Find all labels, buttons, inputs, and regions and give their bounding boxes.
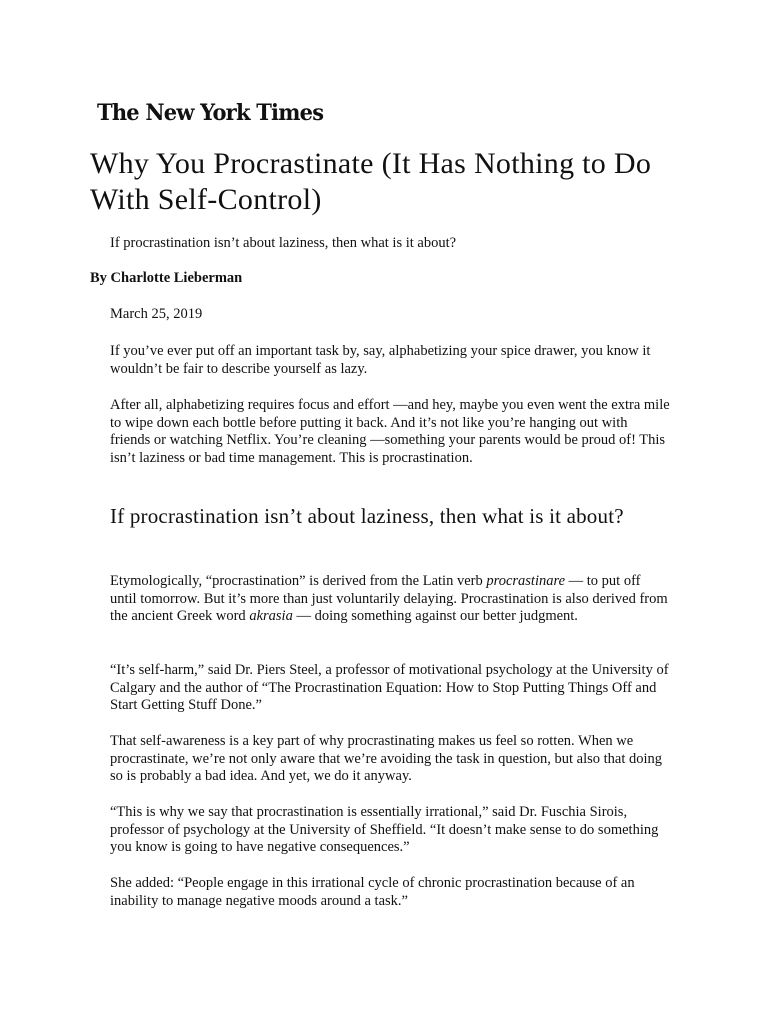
masthead-logo: The New York Times (97, 99, 324, 126)
paragraph-1: If you’ve ever put off an important task by, say, alphabetizing your spice drawer, you know it wouldn’t be fair to describe yourself as lazy. (110, 343, 651, 377)
article-subhead: If procrastination isn’t about laziness, then what is it about? (110, 235, 457, 251)
greek-term: akrasia (249, 608, 293, 624)
article-byline: By Charlotte Lieberman (90, 270, 243, 286)
article-headline: Why You Procrastinate (It Has Nothing to Do With Self-Control) (90, 147, 652, 216)
paragraph-6: “This is why we say that procrastination is essentially irrational,” said Dr. Fuschia Sirois, professor of psychology at the University of Sheffield. “It doesn’t make sense to do something you know is going to have negative consequences.” (110, 804, 659, 855)
paragraph-5: That self-awareness is a key part of why procrastinating makes us feel so rotten. When we procrastinate, we’re not only aware that we’re avoiding the task in question, but also that doing so is probably a bad idea. And yet, we do it anyway. (110, 733, 663, 784)
paragraph-4: “It’s self-harm,” said Dr. Piers Steel, a professor of motivational psychology at the University of Calgary and the author of “The Procrastination Equation: How to Stop Putting Things Off and Start Getting Stuff Done.” (110, 662, 669, 713)
paragraph-3-part-b: — to put off until tomorrow. But it’s more than just voluntarily delaying. Procrastination is also derived from the ancient Greek word (110, 573, 668, 624)
article-date: March 25, 2019 (110, 306, 203, 322)
section-heading: If procrastination isn’t about laziness, then what is it about? (110, 504, 624, 528)
paragraph-7: She added: “People engage in this irrational cycle of chronic procrastination because of an inability to manage negative moods around a task.” (110, 875, 635, 909)
paragraph-3-part-c: — doing something against our better judgment. (292, 608, 578, 624)
paragraph-2: After all, alphabetizing requires focus and effort —and hey, maybe you even went the extra mile to wipe down each bottle before putting it back. And it’s not like you’re hanging out with friends or watching Netflix. You’re cleaning —something your parents would be proud of! This isn’t laziness or bad time management. This is procrastination. (110, 397, 670, 466)
paragraph-3-part-a: Etymologically, “procrastination” is derived from the Latin verb (110, 573, 487, 589)
latin-term: procrastinare (486, 573, 566, 589)
paragraph-3 (110, 573, 670, 626)
